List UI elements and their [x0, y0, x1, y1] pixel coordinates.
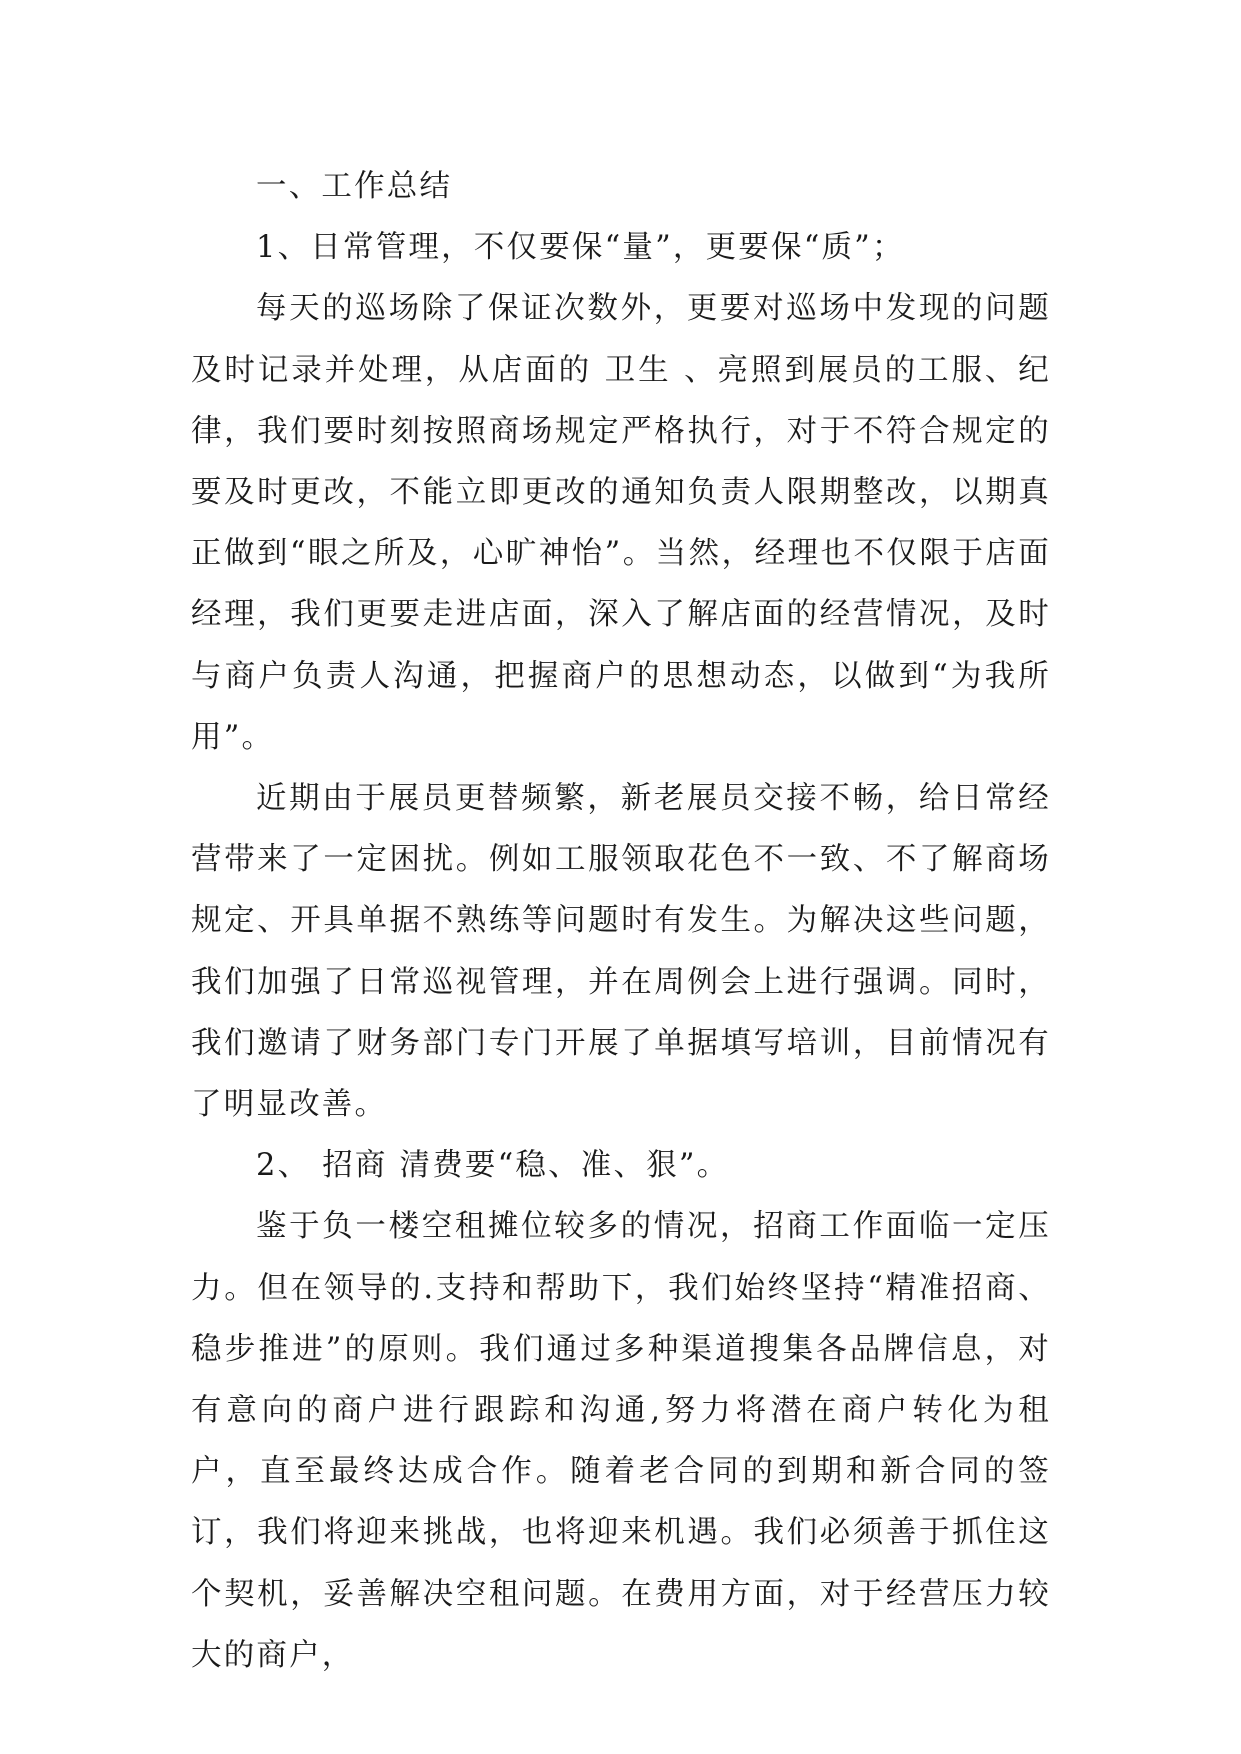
subsection-heading-leasing: 2、 招商 清费要“稳、准、狠”。 [256, 1148, 730, 1184]
paragraph-staff-turnover: 近期由于展员更替频繁，新老展员交接不畅，给日常经营带来了一定困扰。例如工服领取花色不一致、不了解商场规定、开具单据不熟练等问题时有发生。为解决这些问题，我们加强了日常巡视管理，并在周例会上进行强调。同时，我们邀请了财务部门专门开展了单据填写培训，目前情况有了明显改善。 [191, 781, 1051, 1123]
document-body [191, 156, 1051, 1686]
section-heading: 一、工作总结 [256, 169, 453, 204]
paragraph-leasing: 鉴于负一楼空租摊位较多的情况，招商工作面临一定压力。但在领导的.支持和帮助下，我们始终坚持“精准招商、稳步推进”的原则。我们通过多种渠道搜集各品牌信息，对有意向的商户进行跟踪和沟通,努力将潜在商户转化为租户，直至最终达成合作。随着老合同的到期和新合同的签订，我们将迎来挑战，也将迎来机遇。我们必须善于抓住这个契机，妥善解决空租问题。在费用方面，对于经营压力较大的商户， [191, 1209, 1051, 1673]
paragraph-inspection: 每天的巡场除了保证次数外，更要对巡场中发现的问题及时记录并处理，从店面的 卫生 、亮照到展员的工服、纪律，我们要时刻按照商场规定严格执行，对于不符合规定的要及时更改，不能立即更改的通知负责人限期整改，以期真正做到“眼之所及，心旷神怡”。当然，经理也不仅限于店面经理，我们更要走进店面，深入了解店面的经营情况，及时与商户负责人沟通，把握商户的思想动态，以做到“为我所用”。 [191, 291, 1051, 755]
subsection-heading-daily-management: 1、日常管理，不仅要保“量”，更要保“质”； [256, 230, 905, 266]
